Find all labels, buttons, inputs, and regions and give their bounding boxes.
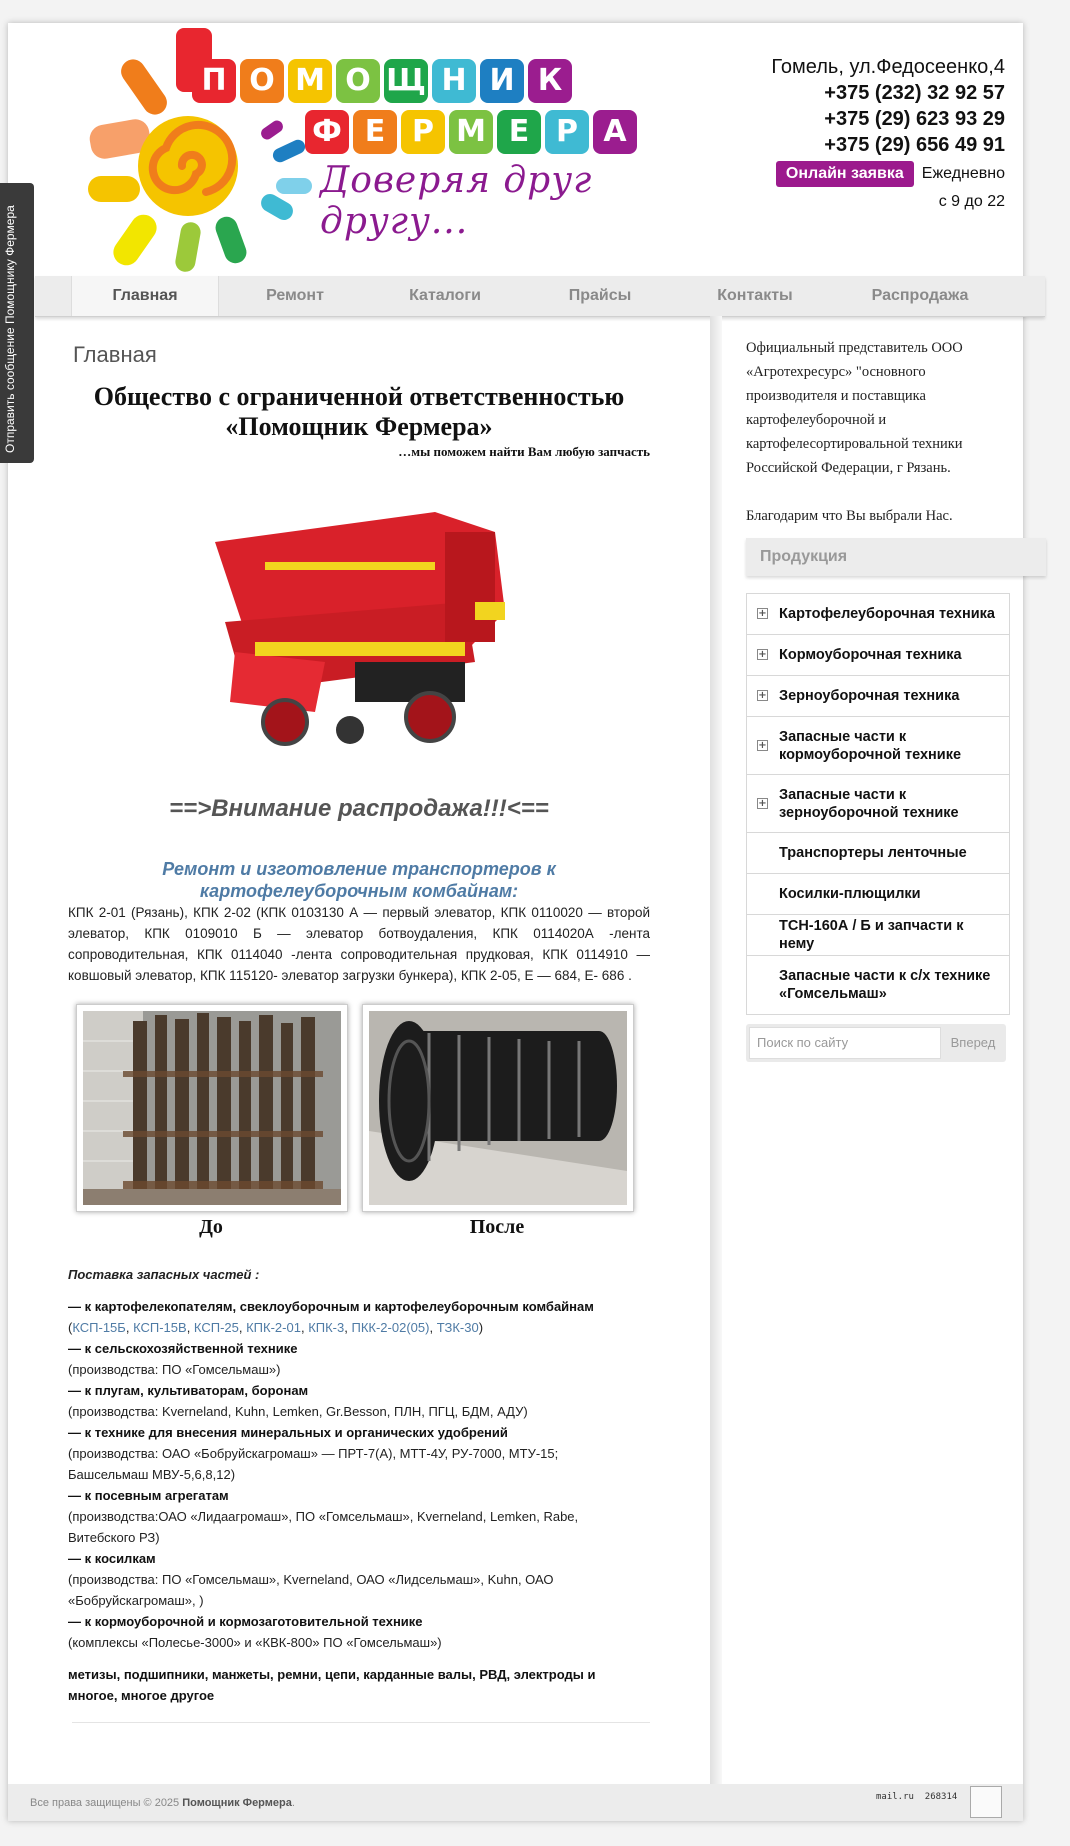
logo-word-fermera bbox=[305, 110, 637, 154]
photo-before[interactable] bbox=[76, 1004, 348, 1212]
category-label: Запасные части к кормоуборочной технике bbox=[779, 728, 962, 763]
model-link[interactable]: КПК-2-01 bbox=[246, 1320, 301, 1335]
nav-item-sale[interactable]: Распродажа bbox=[871, 287, 969, 304]
logo-letter: Ф bbox=[305, 110, 349, 154]
logo-letter: Е bbox=[497, 110, 541, 154]
supply-item-title: — к посевным агрегатам bbox=[68, 1488, 229, 1503]
supply-item-desc: (производства: ПО «Гомсельмаш», Kverneland, ОАО «Лидсельмаш», Kuhn, ОАО «Бобруйскагромаш», ) bbox=[68, 1572, 554, 1608]
logo-letter: М bbox=[449, 110, 493, 154]
category-label: Кормоуборочная техника bbox=[779, 647, 962, 663]
supply-item-desc: (производства:ОАО «Лидаагромаш», ПО «Гомсельмаш», Kverneland, Lemken, Rabe, Витебского РЗ) bbox=[68, 1509, 579, 1545]
category-item[interactable] bbox=[747, 775, 1009, 833]
supply-section bbox=[68, 1264, 650, 1706]
caption-after: После bbox=[469, 1216, 525, 1238]
nav-item-catalogs[interactable]: Каталоги bbox=[409, 287, 481, 304]
page-title: Главная bbox=[73, 342, 157, 367]
supply-title: Поставка запасных частей : bbox=[68, 1267, 260, 1282]
expand-icon[interactable]: + bbox=[758, 690, 767, 701]
nav-item-prices[interactable]: Прайсы bbox=[568, 287, 632, 304]
address: Гомель, ул.Федосеенко,4 bbox=[771, 56, 1005, 78]
logo-letter: М bbox=[288, 59, 332, 103]
supply-item-title: — к косилкам bbox=[68, 1551, 156, 1566]
category-label: Косилки-плющилки bbox=[779, 886, 921, 902]
expand-icon[interactable]: + bbox=[758, 797, 767, 809]
phone-number[interactable]: +375 (232) 32 92 57 bbox=[824, 82, 1005, 104]
nav-item-repair[interactable]: Ремонт bbox=[266, 287, 324, 304]
working-hours: Ежедневно bbox=[921, 165, 1005, 182]
phone-number[interactable]: +375 (29) 656 49 91 bbox=[824, 134, 1005, 156]
expand-icon[interactable]: + bbox=[758, 739, 767, 751]
sidebar-intro bbox=[746, 336, 1006, 528]
repair-title: Ремонт и изготовление транспортеров к картофелеуборочным комбайнам: bbox=[162, 859, 556, 901]
logo-slogan: Доверяя друг другу... bbox=[320, 160, 593, 242]
products-title: Продукция bbox=[746, 538, 1046, 576]
logo-letter: Н bbox=[432, 59, 476, 103]
search-button[interactable]: Вперед bbox=[950, 1035, 996, 1050]
model-link[interactable]: КСП-15Б bbox=[72, 1320, 126, 1335]
logo-word-pomoshnik bbox=[192, 59, 572, 103]
model-link[interactable]: КПК-3 bbox=[308, 1320, 345, 1335]
photo-after-image bbox=[369, 1011, 627, 1205]
category-label: ТСН-160А / Б и запчасти к нему bbox=[779, 918, 964, 952]
photo-before-image bbox=[83, 1011, 341, 1205]
nav-item-contacts[interactable]: Контакты bbox=[717, 287, 793, 304]
feedback-tab[interactable] bbox=[0, 183, 34, 463]
category-item[interactable] bbox=[747, 594, 1009, 635]
logo-letter: Е bbox=[353, 110, 397, 154]
expand-icon[interactable]: + bbox=[758, 649, 767, 660]
counter-name: mail.ru bbox=[876, 1792, 914, 1802]
supply-item-title: — к технике для внесения минеральных и органических удобрений bbox=[68, 1425, 508, 1440]
company-name-line1: Общество с ограниченной ответственностью bbox=[93, 382, 625, 411]
supply-other: метизы, подшипники, манжеты, ремни, цепи, карданные валы, РВД, электроды и многое, многое другое bbox=[68, 1667, 596, 1703]
category-label: Зерноуборочная техника bbox=[779, 688, 960, 704]
supply-item-title: — к плугам, культиваторам, боронам bbox=[68, 1383, 309, 1398]
copyright-brand: Помощник Фермера bbox=[182, 1797, 292, 1809]
supply-item-title: — к картофелекопателям, свеклоуборочным и картофелеуборочным комбайнам bbox=[68, 1299, 594, 1314]
supply-item-desc: (комплексы «Полесье-3000» и «КВК-800» ПО «Гомсельмаш») bbox=[68, 1635, 442, 1650]
visit-counter[interactable] bbox=[876, 1792, 968, 1806]
content-divider bbox=[72, 1722, 650, 1723]
model-link[interactable]: ТЗК-30 bbox=[436, 1320, 479, 1335]
caption-before: До bbox=[199, 1216, 223, 1238]
model-link[interactable]: КСП-15В bbox=[133, 1320, 187, 1335]
category-item[interactable] bbox=[747, 635, 1009, 676]
supply-item-desc: (производства: Kverneland, Kuhn, Lemken, Gr.Besson, ПЛН, ПГЦ, БДМ, АДУ) bbox=[68, 1404, 528, 1419]
counter-value: 268314 bbox=[924, 1792, 958, 1802]
logo-letter: Щ bbox=[384, 59, 428, 103]
category-item[interactable] bbox=[747, 717, 1009, 775]
request-row bbox=[771, 161, 1005, 187]
logo-letter: Р bbox=[401, 110, 445, 154]
site-search bbox=[746, 1024, 1006, 1062]
product-categories bbox=[746, 593, 1010, 1015]
sale-banner[interactable]: ==>Внимание распродажа!!!<== bbox=[169, 795, 549, 822]
tagline: …мы поможем найти Вам любую запчасть bbox=[398, 444, 650, 459]
logo-letter: О bbox=[336, 59, 380, 103]
supply-models: (КСП-15Б, КСП-15В, КСП-25, КПК-2-01, КПК-3, ПКК-2-02(05), ТЗК-30) bbox=[68, 1320, 484, 1335]
nav-item-home[interactable]: Главная bbox=[71, 276, 219, 316]
category-item[interactable] bbox=[747, 956, 1009, 1014]
logo-letter: П bbox=[192, 59, 236, 103]
expand-icon[interactable]: + bbox=[758, 608, 767, 619]
copyright-text: Все права защищены © 2025 bbox=[30, 1797, 180, 1809]
feedback-label: Отправить сообщение Помощнику Фермера bbox=[3, 205, 17, 453]
company-name-line2: «Помощник Фермера» bbox=[225, 412, 493, 441]
harvester-image bbox=[205, 502, 515, 757]
model-link[interactable]: КСП-25 bbox=[193, 1320, 239, 1335]
online-request-button[interactable]: Онлайн заявка bbox=[776, 161, 914, 187]
sidebar-thanks: Благодарим что Вы выбрали Нас. bbox=[746, 508, 953, 524]
category-item[interactable] bbox=[747, 915, 1009, 956]
logo-letter: О bbox=[240, 59, 284, 103]
logo-letter: И bbox=[480, 59, 524, 103]
supply-item-desc: (производства: ОАО «Бобруйскагромаш» — ПРТ-7(А), МТТ-4У, РУ-7000, МТУ-15; Башсельмаш МВУ-5,6,8,12) bbox=[68, 1446, 559, 1482]
search-input[interactable]: Поиск по сайту bbox=[749, 1027, 941, 1059]
logo-letter: Р bbox=[545, 110, 589, 154]
site-logo[interactable] bbox=[80, 26, 710, 276]
company-name bbox=[68, 382, 650, 442]
footer bbox=[8, 1784, 1023, 1821]
repair-description: КПК 2-01 (Рязань), КПК 2-02 (КПК 0103130 А — первый элеватор, КПК 0110020 — второй элеватор, КПК 0109010 Б — элеватор ботвоудаления, КПК 0114020А -лента сопроводительная, КПК 0114040 -лента сопроводительная прудковая, КПК 0114910 — ковшовый элеватор, КПК 115120- элеватор загрузки бункера), КПК 2-05, Е — 684, Е- 686 . bbox=[68, 905, 650, 983]
category-item[interactable] bbox=[747, 833, 1009, 874]
main-nav bbox=[35, 276, 1045, 317]
category-label: Запасные части к зерноуборочной технике bbox=[779, 786, 959, 821]
broken-image-icon bbox=[970, 1786, 1002, 1818]
logo-letter: А bbox=[593, 110, 637, 154]
model-link[interactable]: ПКК-2-02(05) bbox=[351, 1320, 430, 1335]
category-item[interactable] bbox=[747, 874, 1009, 915]
sidebar-intro-text: Официальный представитель ООО «Агротехресурс» "основного производителя и поставщика картофелеуборочной и картофелесортировальной техники Российской Федерации, г Рязань. bbox=[746, 340, 963, 476]
header-contacts bbox=[771, 56, 1005, 211]
supply-item-title: — к сельскохозяйственной технике bbox=[68, 1341, 298, 1356]
category-label: Картофелеуборочная техника bbox=[779, 606, 995, 622]
category-item[interactable] bbox=[747, 676, 1009, 717]
supply-item-title: — к кормоуборочной и кормозаготовительной технике bbox=[68, 1614, 423, 1629]
sidebar-shadow bbox=[710, 316, 722, 1784]
photo-after[interactable] bbox=[362, 1004, 634, 1212]
supply-item-desc: (производства: ПО «Гомсельмаш») bbox=[68, 1362, 281, 1377]
category-label: Запасные части к с/х технике «Гомсельмаш» bbox=[779, 968, 991, 1002]
working-hours-time: с 9 до 22 bbox=[938, 193, 1005, 210]
phone-number[interactable]: +375 (29) 623 93 29 bbox=[824, 108, 1005, 130]
logo-letter: К bbox=[528, 59, 572, 103]
copyright: Все права защищены © 2025 Помощник Фермера. bbox=[30, 1797, 295, 1809]
category-label: Транспортеры ленточные bbox=[779, 845, 967, 861]
